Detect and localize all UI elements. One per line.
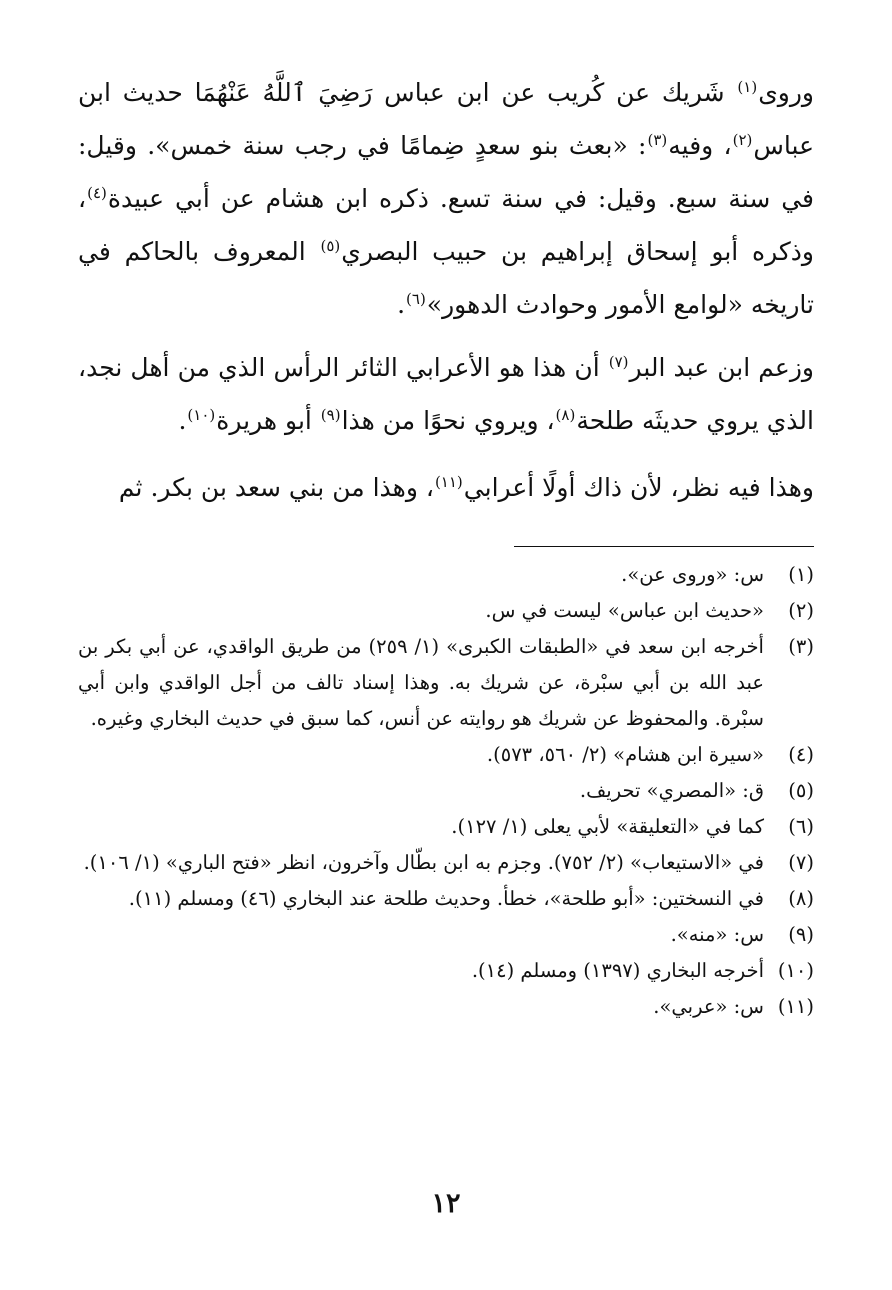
footnote-reference[interactable]: (٨) (555, 405, 576, 424)
body-text: أن هذا هو الأعرابي الثائر الرأس الذي من أهل نجد، الذي يروي حديثَه طلحة (78, 353, 814, 435)
footnote-text: س: «عربي». (653, 995, 764, 1018)
footnote-text: أخرجه ابن سعد في «الطبقات الكبرى» (١/ ٢٥٩) من طريق الواقدي، عن أبي بكر بن عبد الله بن أبي سبْرة، عن شريك به. وهذا إسناد تالف من أجل الواقدي وابن أبي سبْرة. والمحفوظ عن شريك هو روايته عن أنس، كما سبق في حديث البخاري وغيره. (78, 635, 764, 730)
page-number: ١٢ (431, 1188, 461, 1219)
footnote-reference[interactable]: (٤) (87, 183, 107, 202)
body-text: المعروف بالحاكم في تاريخه «لوامع الأمور وحوادث الدهور» (78, 237, 814, 319)
footnote-number: (٤) (788, 743, 814, 766)
footnote-reference[interactable]: (٩) (320, 405, 341, 424)
footnote-number: (٧) (788, 851, 814, 874)
footnote-text: «حديث ابن عباس» ليست في س. (485, 599, 764, 622)
body-text: . (178, 406, 187, 435)
body-text: وروى (758, 78, 814, 107)
footnote-text: في «الاستيعاب» (٢/ ٧٥٢). وجزم به ابن بطّال وآخرون، انظر «فتح الباري» (١/ ١٠٦). (83, 851, 764, 874)
footnote-text: أخرجه البخاري (١٣٩٧) ومسلم (١٤). (471, 959, 764, 982)
footnote-text: في النسختين: «أبو طلحة»، خطأ. وحديث طلحة عند البخاري (٤٦) ومسلم (١١). (128, 887, 764, 910)
footnote-item (78, 881, 814, 917)
footnote-number: (١٠) (777, 959, 814, 982)
body-text: شَريك عن كُريب عن ابن عباس رَضِيَ ٱللَّهُ عَنْهُمَا حديث ابن عباس (78, 78, 814, 160)
footnote-item (78, 557, 814, 593)
body-paragraph (78, 461, 814, 514)
body-text: . (397, 290, 406, 319)
body-text: : «بعث بنو سعدٍ ضِمامًا في رجب سنة خمس». وقيل: في سنة سبع. وقيل: في سنة تسع. ذكره ابن هشام عن أبي عبيدة (78, 131, 814, 213)
footnote-number: (٨) (788, 887, 814, 910)
body-text: ، وفيه (668, 131, 732, 160)
footnote-item (78, 989, 814, 1025)
footnote-item (78, 953, 814, 989)
footnote-separator (514, 546, 814, 547)
body-text: وهذا فيه نظر، لأن ذاك أولًا أعرابي (463, 473, 814, 502)
book-page (78, 66, 814, 1290)
footnote-reference[interactable]: (٧) (608, 352, 629, 371)
footnote-item (78, 629, 814, 737)
footnote-item (78, 593, 814, 629)
body-text: وزعم ابن عبد البر (629, 353, 814, 382)
body-text: ، وهذا من بني سعد بن بكر. ثم (118, 473, 434, 502)
footnote-item (78, 917, 814, 953)
footnotes-list (78, 557, 814, 1025)
footnote-number: (١) (788, 563, 814, 586)
footnote-reference[interactable]: (٣) (647, 130, 668, 149)
footnote-item (78, 737, 814, 773)
footnote-number: (٣) (788, 635, 814, 658)
footnote-item (78, 773, 814, 809)
footnote-reference[interactable]: (٦) (406, 289, 426, 308)
footnote-text: س: «منه». (670, 923, 764, 946)
main-text (78, 66, 814, 514)
footnote-number: (٩) (788, 923, 814, 946)
footnote-reference[interactable]: (١) (737, 77, 758, 96)
footnote-reference[interactable]: (١٠) (187, 405, 216, 424)
footnote-text: كما في «التعليقة» لأبي يعلى (١/ ١٢٧). (451, 815, 764, 838)
footnote-reference[interactable]: (٢) (732, 130, 753, 149)
body-paragraph (78, 341, 814, 447)
footnote-reference[interactable]: (١١) (434, 472, 463, 491)
footnote-item (78, 845, 814, 881)
body-text: أبو هريرة (216, 406, 320, 435)
footnote-reference[interactable]: (٥) (320, 236, 341, 255)
body-text: ، وذكره أبو إسحاق إبراهيم بن حبيب البصري (78, 184, 814, 266)
footnote-number: (٦) (788, 815, 814, 838)
footnote-number: (٥) (788, 779, 814, 802)
footnote-text: «سيرة ابن هشام» (٢/ ٥٦٠، ٥٧٣). (486, 743, 764, 766)
footnote-number: (١١) (777, 995, 814, 1018)
footnote-text: ق: «المصري» تحريف. (579, 779, 764, 802)
body-paragraph (78, 66, 814, 331)
body-text: ، ويروي نحوًا من هذا (341, 406, 555, 435)
footnote-number: (٢) (788, 599, 814, 622)
footnote-item (78, 809, 814, 845)
footnote-text: س: «وروى عن». (621, 563, 764, 586)
